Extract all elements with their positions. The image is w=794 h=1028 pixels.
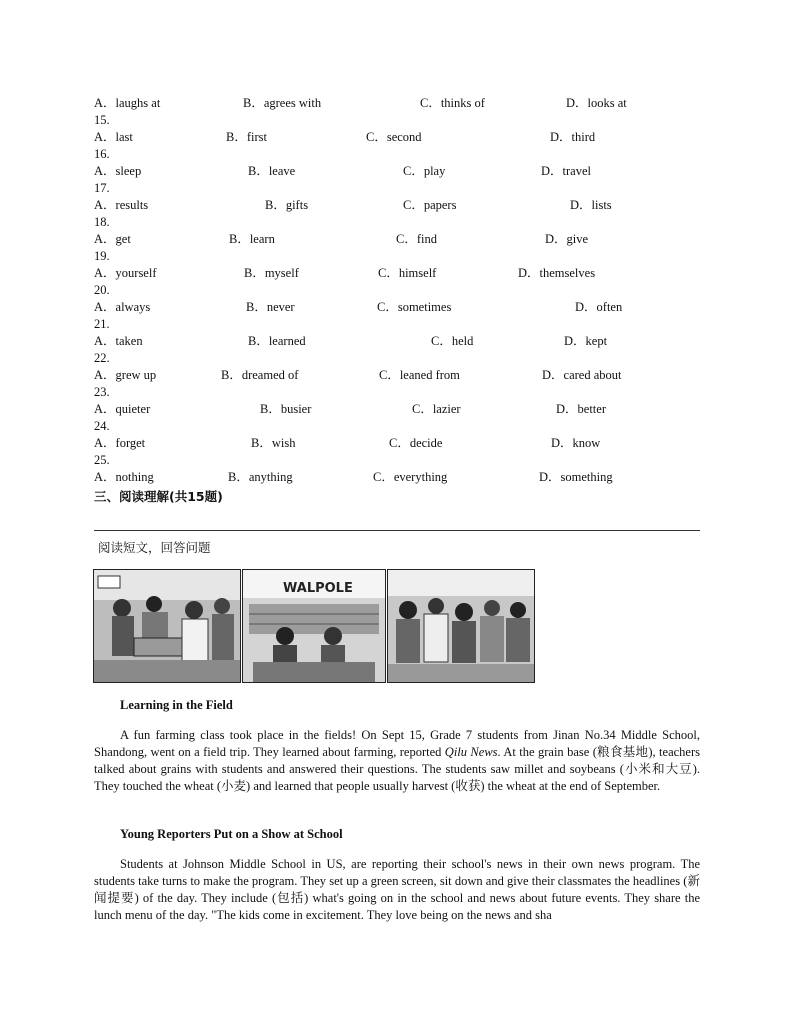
option-a: A．nothing	[94, 470, 154, 484]
option-c: C．decide	[389, 436, 443, 450]
option-c: C．second	[366, 130, 422, 144]
option-c: C．everything	[373, 470, 448, 484]
option-b: B．first	[226, 130, 267, 144]
option-b: B．anything	[228, 470, 293, 484]
option-c: C．leaned from	[379, 368, 460, 382]
article1-text-a: A fun farming class took place in the fields! On Sept 15, Grade 7 students from Jinan No.34 Middle School, Shandong, went on a field trip. They learned about farming, reported	[94, 728, 700, 759]
option-b: B．dreamed of	[221, 368, 299, 382]
question-number: 20.	[94, 283, 110, 297]
option-d: D．know	[551, 436, 601, 450]
option-d: D．kept	[564, 334, 608, 348]
article1-source: Qilu News	[444, 745, 498, 759]
article2-title: Young Reporters Put on a Show at School	[120, 827, 343, 841]
option-b: B．busier	[260, 402, 312, 416]
option-a: A．taken	[94, 334, 143, 348]
option-a: A．yourself	[94, 266, 157, 280]
photo-students-group-image	[388, 570, 534, 682]
photo-news-studio	[242, 569, 386, 683]
option-b: B．leave	[248, 164, 296, 178]
option-d: D．give	[545, 232, 589, 246]
question-number: 25.	[94, 453, 110, 467]
question-number: 21.	[94, 317, 110, 331]
option-b: B．wish	[251, 436, 296, 450]
question-number: 18.	[94, 215, 110, 229]
option-a: A．last	[94, 130, 133, 144]
question-number: 23.	[94, 385, 110, 399]
option-b: B．learn	[229, 232, 275, 246]
article2-paragraph: Students at Johnson Middle School in US, are reporting their school's news in their own news program. The students take turns to make the program. They set up a green screen, sit down and give their classmates the headlines (新闻提要) of the day. They include (包括) what's going on in the school and news about future events. They share the lunch menu of the day. "The kids come in excitement. They love being on the news and sha	[94, 857, 700, 922]
photo-sign-text: WALPOLE	[283, 581, 353, 596]
option-d: D．themselves	[518, 266, 596, 280]
option-c: C．lazier	[412, 402, 461, 416]
option-a: A．laughs at	[94, 96, 161, 110]
option-a: A．sleep	[94, 164, 142, 178]
option-c: C．sometimes	[377, 300, 452, 314]
option-b: B．gifts	[265, 198, 309, 212]
divider-line	[94, 530, 700, 531]
question-number: 15.	[94, 113, 110, 127]
option-b: B．myself	[244, 266, 299, 280]
option-b: B．agrees with	[243, 96, 322, 110]
option-a: A．get	[94, 232, 131, 246]
option-d: D．better	[556, 402, 606, 416]
section-title: 三、阅读理解(共15题)	[94, 489, 223, 504]
article1-paragraph	[94, 727, 700, 795]
option-d: D．looks at	[566, 96, 627, 110]
option-a: A．always	[94, 300, 151, 314]
option-d: D．cared about	[542, 368, 622, 382]
question-number: 19.	[94, 249, 110, 263]
photo-farming-class-image	[94, 570, 240, 682]
article1-text-b: . At the grain base (粮食基地), teachers talked about grains with students and answered their questions. The students saw millet and soybeans (小米和大豆). They touched the wheat (小麦) and learned that people usually harvest (收获) the wheat at the end of September.	[94, 745, 700, 793]
photo-farming-class	[93, 569, 241, 683]
option-c: C．play	[403, 164, 446, 178]
option-a: A．forget	[94, 436, 146, 450]
photo-news-studio-image	[243, 570, 385, 682]
question-number: 24.	[94, 419, 110, 433]
option-c: C．find	[396, 232, 437, 246]
question-number: 17.	[94, 181, 110, 195]
option-c: C．thinks of	[420, 96, 485, 110]
article1-title: Learning in the Field	[120, 698, 233, 712]
option-a: A．quieter	[94, 402, 151, 416]
option-a: A．grew up	[94, 368, 157, 382]
option-d: D．something	[539, 470, 613, 484]
option-d: D．third	[550, 130, 596, 144]
option-c: C．papers	[403, 198, 457, 212]
option-b: B．never	[246, 300, 295, 314]
question-number: 22.	[94, 351, 110, 365]
option-a: A．results	[94, 198, 149, 212]
option-d: D．travel	[541, 164, 591, 178]
question-number: 16.	[94, 147, 110, 161]
reading-instruction: 阅读短文，回答问题	[98, 540, 211, 555]
option-c: C．himself	[378, 266, 437, 280]
option-d: D．often	[575, 300, 623, 314]
option-c: C．held	[431, 334, 474, 348]
option-b: B．learned	[248, 334, 306, 348]
option-d: D．lists	[570, 198, 612, 212]
photo-students-group	[387, 569, 535, 683]
